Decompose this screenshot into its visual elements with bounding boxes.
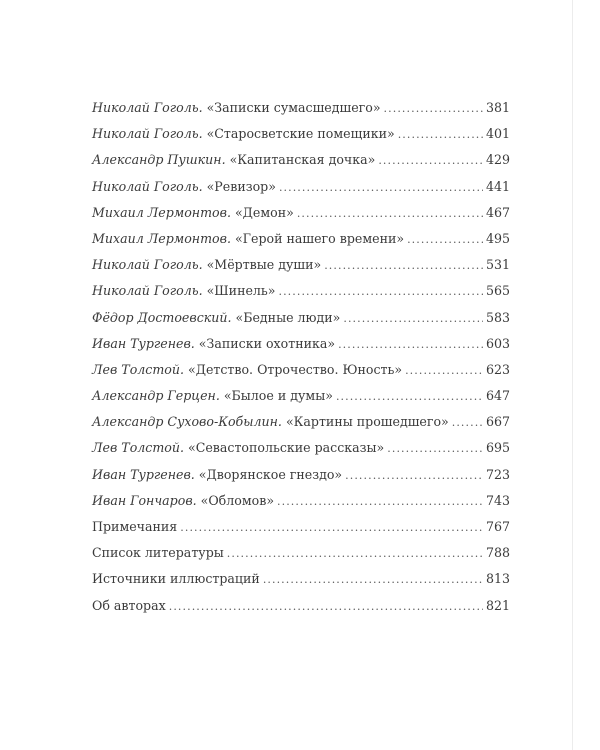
toc-title: «Детство. Отрочество. Юность» [188, 361, 403, 377]
toc-page-number: 743 [485, 492, 510, 508]
toc-page-number: 583 [485, 309, 510, 325]
dot-leader [398, 128, 483, 141]
toc-entry[interactable] [92, 362, 510, 388]
toc-entry[interactable] [92, 388, 510, 414]
dot-leader [343, 312, 483, 325]
toc-title: Источники иллюстраций [92, 571, 260, 587]
toc-page-number: 723 [485, 466, 510, 482]
toc-title: «Записки сумасшедшего» [206, 100, 381, 115]
toc-author: Николай Гоголь. [92, 178, 203, 194]
toc-author: Михаил Лермонтов. [92, 230, 231, 246]
dot-leader [338, 338, 483, 351]
toc-page-number: 531 [485, 257, 510, 273]
toc-entry[interactable] [92, 152, 510, 178]
toc-entry[interactable] [92, 100, 510, 126]
toc-author: Александр Сухово-Кобылин. [92, 414, 282, 430]
toc-title: Об авторах [92, 597, 166, 613]
toc-page-number: 667 [485, 414, 510, 430]
dot-leader [263, 573, 483, 586]
dot-leader [345, 469, 483, 482]
toc-title: «Картины прошедшего» [285, 414, 449, 430]
toc-title: Примечания [92, 519, 178, 534]
toc-entry[interactable] [92, 571, 510, 597]
dot-leader [405, 364, 483, 377]
toc-title: «Шинель» [206, 283, 276, 299]
dot-leader [407, 233, 483, 246]
toc-entry[interactable] [92, 283, 510, 309]
toc-entry[interactable] [92, 336, 510, 362]
toc-page-number: 381 [485, 100, 510, 115]
toc-entry[interactable] [92, 519, 510, 545]
toc-page-number: 603 [485, 335, 510, 351]
toc-page-number: 821 [485, 597, 510, 613]
dot-leader [180, 521, 483, 534]
toc-entry[interactable] [92, 257, 510, 283]
dot-leader [378, 154, 483, 167]
toc-entry[interactable] [92, 126, 510, 152]
toc-entry[interactable] [92, 440, 510, 466]
toc-page-number: 429 [485, 152, 510, 168]
toc-title: «Демон» [234, 204, 294, 220]
toc-entry[interactable] [92, 205, 510, 231]
toc-author: Николай Гоголь. [92, 257, 203, 273]
dot-leader [384, 102, 483, 115]
toc-title: «Мёртвые души» [206, 257, 322, 273]
dot-leader [227, 547, 483, 560]
toc-author: Иван Тургенев. [92, 335, 195, 351]
toc-page-number: 767 [485, 519, 510, 534]
toc-page-number: 401 [485, 126, 510, 142]
toc-author: Фёдор Достоевский. [92, 309, 232, 325]
table-of-contents [92, 100, 510, 624]
toc-page-number: 495 [485, 230, 510, 246]
toc-author: Николай Гоголь. [92, 100, 203, 115]
page-edge [572, 0, 573, 750]
toc-title: «Ревизор» [206, 178, 276, 194]
toc-title: «Записки охотника» [198, 335, 336, 351]
dot-leader [297, 207, 483, 220]
toc-entry[interactable] [92, 467, 510, 493]
dot-leader [336, 390, 483, 403]
toc-page-number: 623 [485, 361, 510, 377]
toc-page-number: 565 [485, 283, 510, 299]
toc-page-number: 813 [485, 571, 510, 587]
toc-author: Александр Герцен. [92, 388, 220, 404]
toc-entry[interactable] [92, 231, 510, 257]
toc-title: «Герой нашего времени» [234, 230, 405, 246]
toc-entry[interactable] [92, 545, 510, 571]
dot-leader [279, 181, 483, 194]
toc-entry[interactable] [92, 598, 510, 624]
toc-entry[interactable] [92, 414, 510, 440]
toc-author: Иван Тургенев. [92, 466, 195, 482]
dot-leader [452, 416, 483, 429]
toc-page-number: 647 [485, 388, 510, 404]
toc-author: Иван Гончаров. [92, 492, 197, 508]
toc-title: «Обломов» [200, 492, 275, 508]
toc-title: «Былое и думы» [223, 388, 333, 404]
toc-entry[interactable] [92, 310, 510, 336]
toc-title: «Старосветские помещики» [206, 126, 395, 142]
toc-entry[interactable] [92, 179, 510, 205]
toc-author: Николай Гоголь. [92, 126, 203, 142]
dot-leader [169, 600, 483, 613]
toc-author: Александр Пушкин. [92, 152, 226, 168]
toc-page-number: 441 [485, 178, 510, 194]
toc-author: Лев Толстой. [92, 440, 184, 456]
toc-page-number: 695 [485, 440, 510, 456]
toc-author: Николай Гоголь. [92, 283, 203, 299]
toc-author: Лев Толстой. [92, 361, 184, 377]
dot-leader [278, 285, 482, 298]
toc-entry[interactable] [92, 493, 510, 519]
toc-title: «Дворянское гнездо» [198, 466, 343, 482]
dot-leader [387, 442, 483, 455]
toc-title: «Бедные люди» [235, 309, 341, 325]
toc-author: Михаил Лермонтов. [92, 204, 231, 220]
dot-leader [324, 259, 483, 272]
toc-title: Список литературы [92, 545, 224, 561]
toc-page-number: 467 [485, 204, 510, 220]
toc-title: «Севастопольские рассказы» [188, 440, 385, 456]
dot-leader [277, 495, 483, 508]
toc-title: «Капитанская дочка» [229, 152, 376, 168]
toc-page-number: 788 [485, 545, 510, 561]
